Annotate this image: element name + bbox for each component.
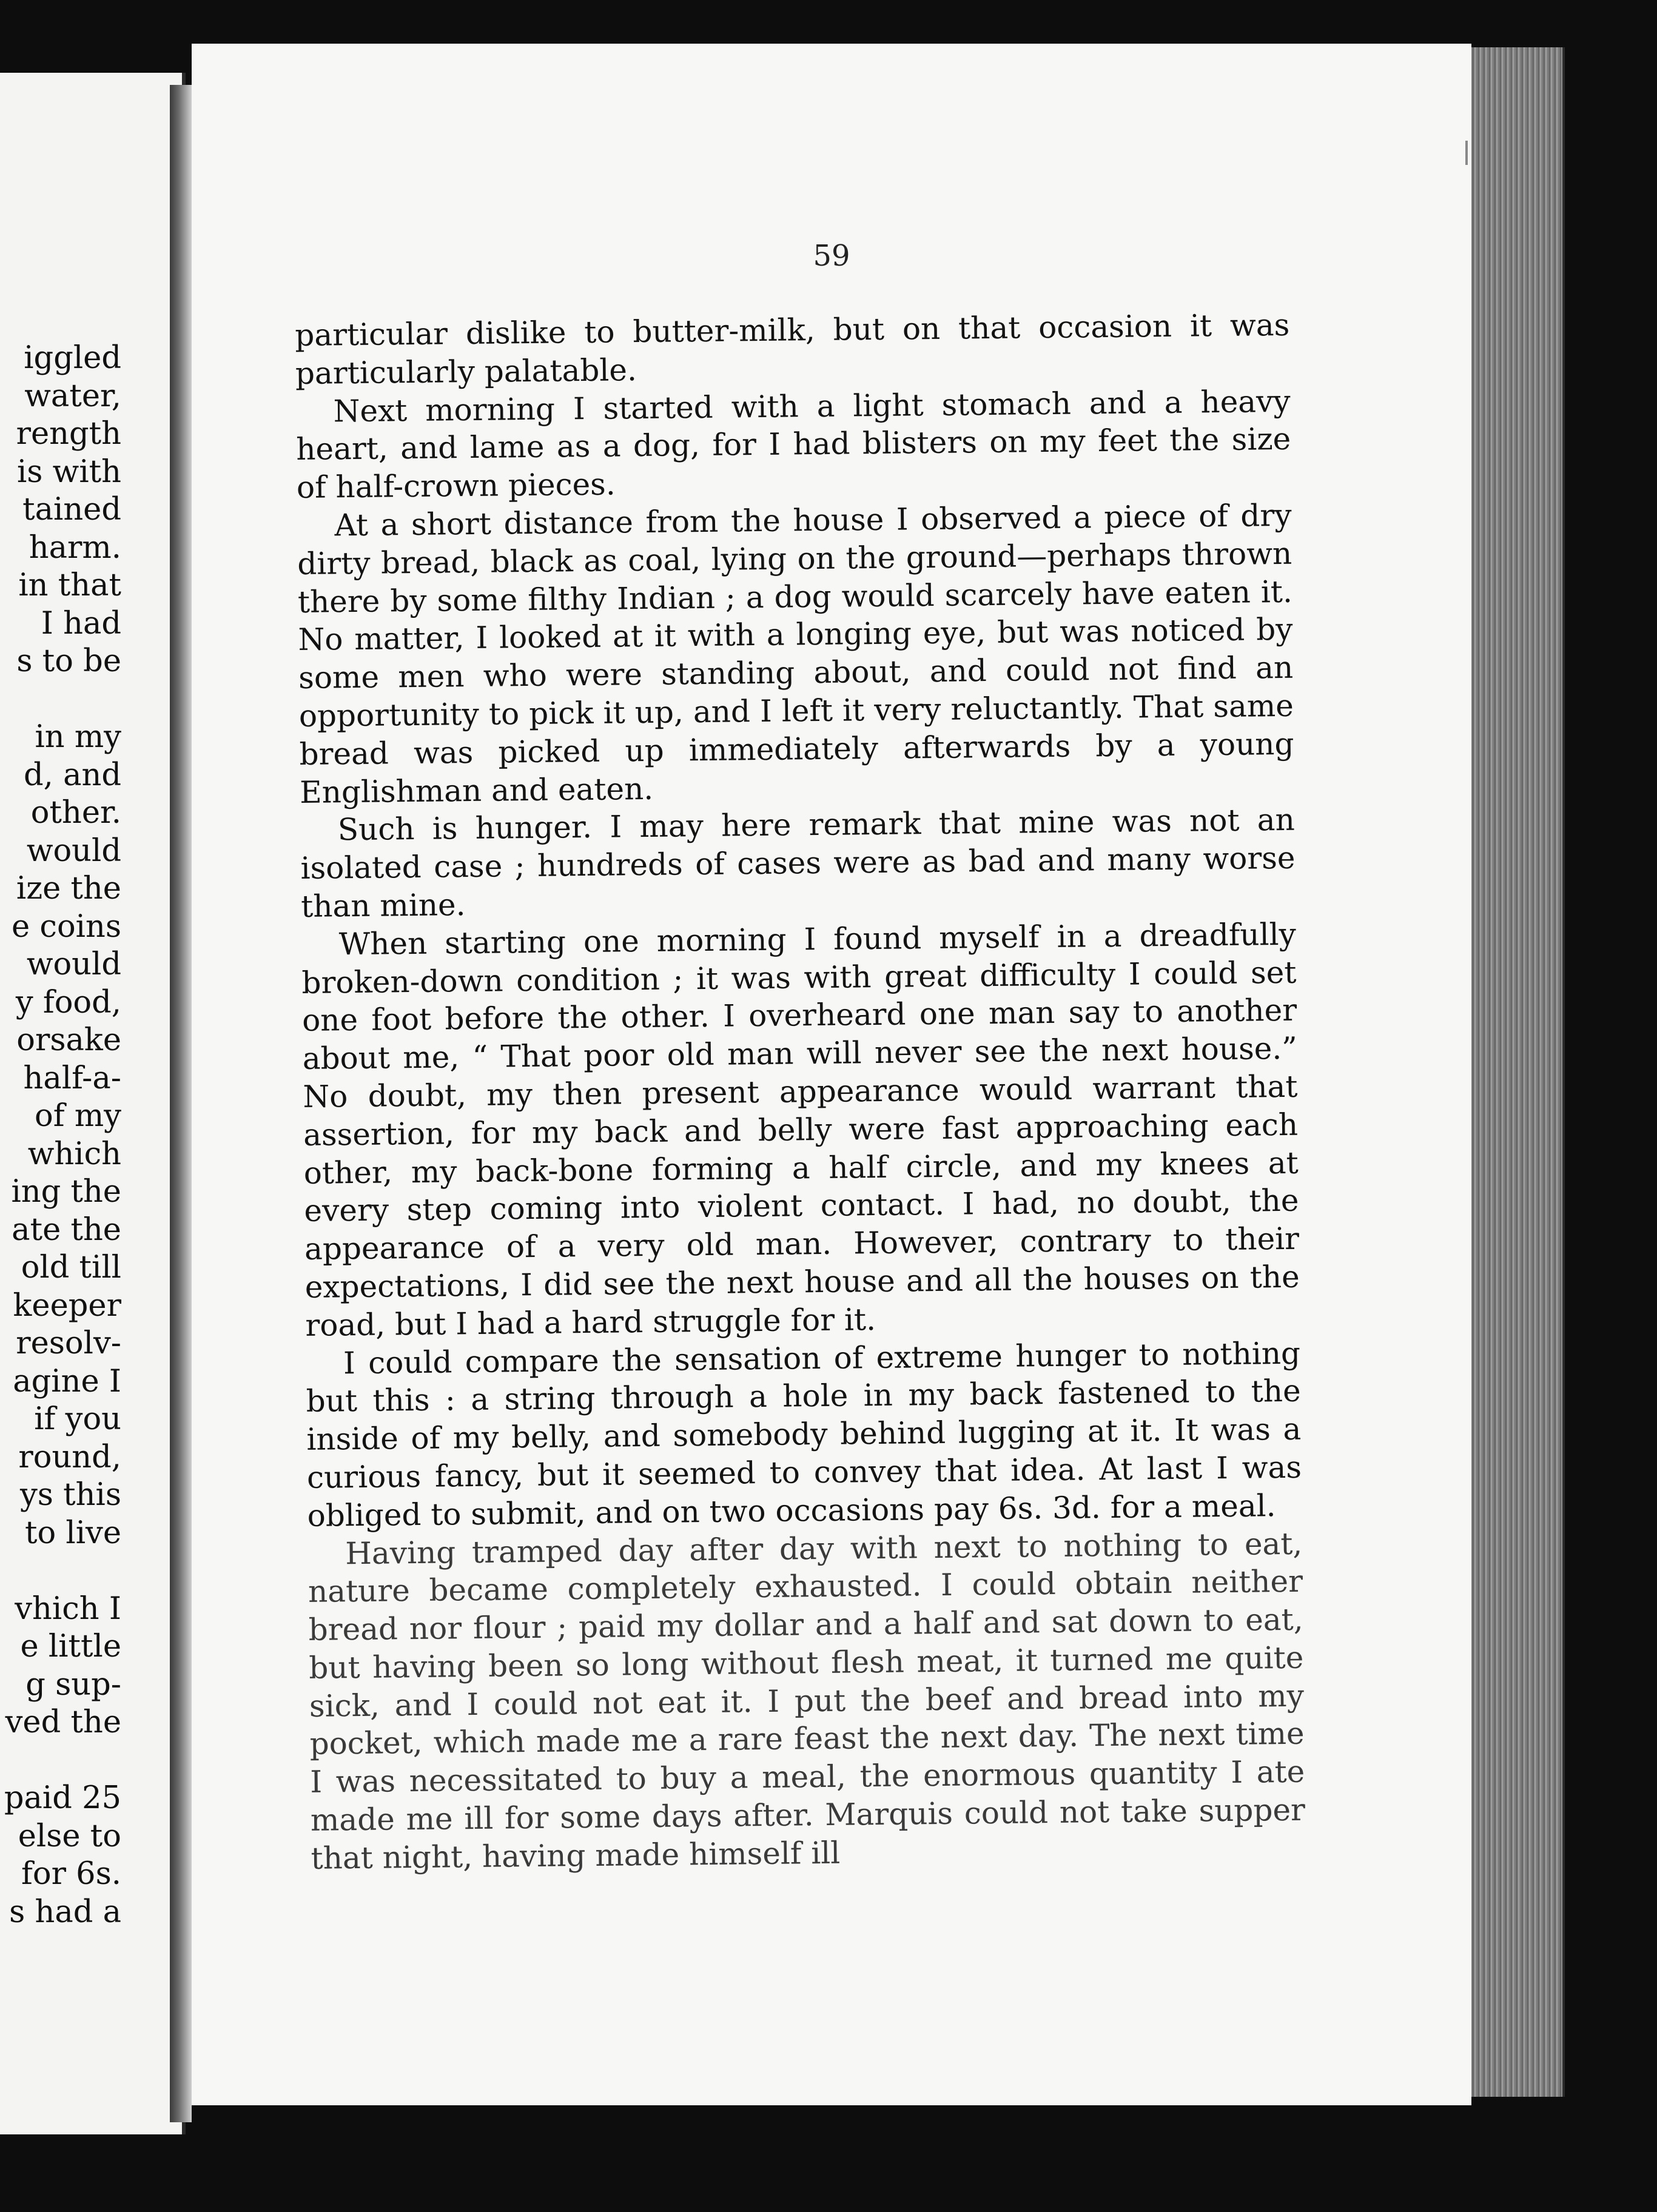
left-page-text-fragments bbox=[0, 340, 121, 1931]
left-page-line: half-a- bbox=[23, 1060, 121, 1096]
left-page-gap bbox=[0, 1742, 121, 1780]
page-number: 59 bbox=[813, 239, 850, 273]
left-page-line: round, bbox=[18, 1439, 121, 1475]
left-page-line: ize the bbox=[16, 871, 121, 907]
paragraph-2: Next morning I started with a light stomach and a heavy heart, and lame as a dog, for I had blisters on my feet the size of half-crown pieces. bbox=[295, 383, 1291, 506]
left-page-line: other. bbox=[30, 795, 121, 831]
left-page-line: s to be bbox=[16, 643, 121, 679]
left-page-line: ate the bbox=[12, 1212, 121, 1248]
left-page-line: water, bbox=[24, 378, 121, 414]
left-page-line: g sup- bbox=[25, 1666, 121, 1703]
paragraph-7: Having tramped day after day with next to nothing to eat, nature became completely exhausted. I could obtain neither bread nor flour ; paid my dollar and a half and sat down to eat, but having been so long without flesh meat, it turned me quite sick, and I could not eat it. I put the beef and bread into my pocket, which made me a rare feast the next day. The next time I was necessitated to buy a meal, the enormous quantity I ate made me ill for some days after. Marquis could not take supper that night, having made himself ill bbox=[308, 1526, 1306, 1876]
left-page-line: agine I bbox=[13, 1363, 121, 1399]
paragraph-4: Such is hunger. I may here remark that mine was not an isolated case ; hundreds of cases were as bad and many worse than mine. bbox=[300, 802, 1296, 924]
left-page-line: else to bbox=[18, 1818, 121, 1854]
left-page-line: e coins bbox=[12, 908, 121, 945]
book-page-edges bbox=[1471, 47, 1565, 2097]
body-text bbox=[295, 306, 1306, 1878]
left-page-line: harm. bbox=[29, 529, 121, 566]
paragraph-6: I could compare the sensation of extreme hunger to nothing but this : a string through a hole in my back fastened to the inside of my belly, and somebody behind lugging at it. It was a curious fancy, but it seemed to convey that idea. At last I was obliged to submit, and on two occasions pay 6s. 3d. for a meal. bbox=[306, 1335, 1302, 1533]
left-page-line: keeper bbox=[13, 1287, 121, 1324]
page-edge-mark bbox=[1465, 141, 1468, 165]
left-page-line: resolv- bbox=[16, 1326, 121, 1361]
left-page-line: for 6s. bbox=[21, 1856, 121, 1892]
left-page-line: of my bbox=[35, 1098, 121, 1134]
left-page-line: would bbox=[26, 833, 121, 869]
left-page-line: e little bbox=[20, 1629, 121, 1664]
left-page-line: orsake bbox=[16, 1022, 121, 1058]
left-facing-page bbox=[0, 73, 186, 2134]
left-page-line: s had a bbox=[9, 1894, 121, 1930]
left-page-line: ved the bbox=[5, 1704, 121, 1740]
left-page-line: ys this bbox=[19, 1477, 121, 1513]
left-page-line: I had bbox=[41, 605, 121, 642]
left-page-line: in that bbox=[18, 568, 121, 603]
left-page-line: ing the bbox=[11, 1174, 121, 1210]
left-page-line: rength bbox=[16, 416, 121, 452]
left-page-line: is with bbox=[16, 454, 121, 490]
left-page-line: d, and bbox=[24, 757, 121, 793]
paragraph-1: particular dislike to butter-milk, but on that occasion it was particularly palatable. bbox=[295, 307, 1290, 391]
left-page-line: if you bbox=[34, 1401, 121, 1437]
left-page-line: paid 25 bbox=[4, 1780, 121, 1816]
book-gutter bbox=[170, 85, 192, 2122]
right-page bbox=[192, 44, 1471, 2105]
left-page-line: tained bbox=[22, 492, 121, 528]
left-page-line: vhich I bbox=[15, 1590, 121, 1627]
left-page-line: in my bbox=[35, 719, 121, 755]
left-page-line: y food, bbox=[15, 984, 121, 1021]
left-page-line: iggled bbox=[24, 340, 121, 376]
left-page-line: which bbox=[27, 1136, 121, 1172]
left-page-line: would bbox=[26, 947, 121, 982]
left-page-line: to live bbox=[24, 1515, 121, 1551]
left-page-gap bbox=[0, 1552, 121, 1590]
paragraph-3: At a short distance from the house I observed a piece of dry dirty bread, black as coal, lying on the ground—perhaps thrown there by some filthy Indian ; a dog would scarcely have eaten it. No matter, I looked at it with a longing eye, but was noticed by some men who were standing about, and could not find an opportunity to pick it up, and I left it very reluctantly. That same bread was picked up immediately afterwards by a young Englishman and eaten. bbox=[297, 497, 1294, 810]
paragraph-5: When starting one morning I found myself in a dreadfully broken-down condition ; it was with great difficulty I could set one foot before the other. I overheard one man say to another about me, “ That poor old man will never see the next house.” No doubt, my then present appearance would warrant that assertion, for my back and belly were fast approaching each other, my back-bone forming a half circle, and my knees at every step coming into violent contact. I had, no doubt, the appearance of a very old man. However, contrary to their expectations, I did see the next house and all the houses on the road, but I had a hard struggle for it. bbox=[301, 916, 1300, 1343]
left-page-line: old till bbox=[21, 1250, 121, 1285]
left-page-gap bbox=[0, 681, 121, 719]
